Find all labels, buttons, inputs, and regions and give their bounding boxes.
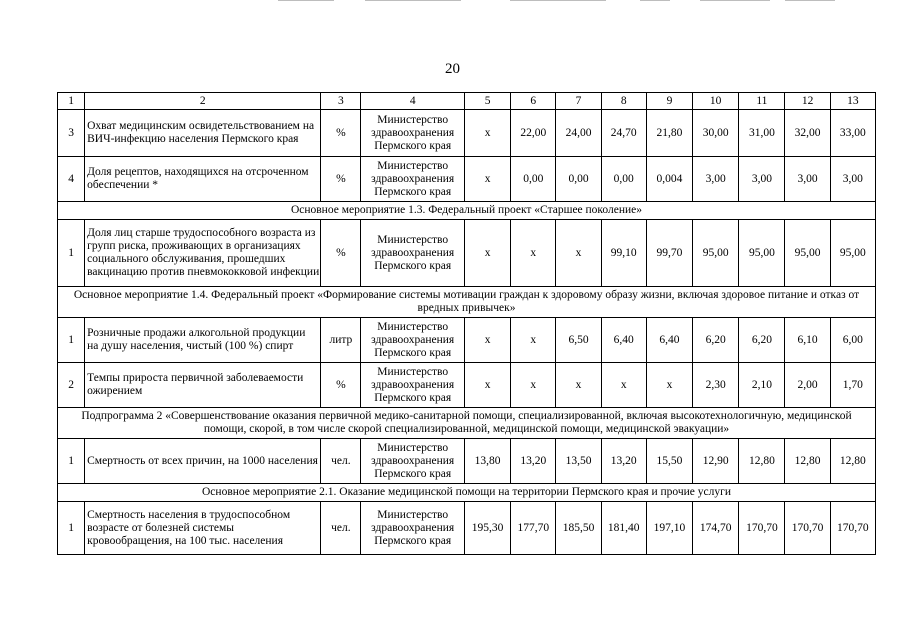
- column-number: 5: [464, 93, 510, 110]
- value-cell: 0,004: [646, 157, 692, 202]
- value-cell: x: [511, 318, 556, 363]
- value-cell: 6,10: [785, 318, 830, 363]
- unit: чел.: [321, 502, 361, 555]
- value-cell: 185,50: [556, 502, 601, 555]
- value-cell: 6,50: [556, 318, 601, 363]
- value-cell: x: [601, 363, 646, 408]
- unit: %: [321, 220, 361, 287]
- responsible-org: Министерство здравоохранения Пермского края: [361, 110, 465, 157]
- value-cell: 12,90: [693, 439, 739, 484]
- indicator-name: Темпы прироста первичной заболеваемости ожирением: [85, 363, 321, 408]
- value-cell: 12,80: [830, 439, 875, 484]
- value-cell: 6,00: [830, 318, 875, 363]
- value-cell: x: [464, 363, 510, 408]
- value-cell: 13,20: [601, 439, 646, 484]
- column-number: 8: [601, 93, 646, 110]
- value-cell: x: [556, 220, 601, 287]
- top-rule: [640, 0, 670, 1]
- column-number: 7: [556, 93, 601, 110]
- indicator-name: Охват медицинским освидетельствованием на ВИЧ-инфекцию населения Пермского края: [85, 110, 321, 157]
- value-cell: 2,10: [739, 363, 785, 408]
- value-cell: x: [464, 157, 510, 202]
- value-cell: 177,70: [511, 502, 556, 555]
- column-number: 2: [85, 93, 321, 110]
- value-cell: 174,70: [693, 502, 739, 555]
- value-cell: 32,00: [785, 110, 830, 157]
- value-cell: 6,20: [739, 318, 785, 363]
- section-row: [58, 287, 876, 318]
- section-row: [58, 202, 876, 220]
- top-rule: [700, 0, 770, 1]
- indicator-name: Доля рецептов, находящихся на отсроченном обеспечении *: [85, 157, 321, 202]
- indicator-name: Смертность от всех причин, на 1000 населения: [85, 439, 321, 484]
- table-row: [58, 439, 876, 484]
- value-cell: 13,80: [464, 439, 510, 484]
- column-number: 10: [693, 93, 739, 110]
- value-cell: 24,70: [601, 110, 646, 157]
- value-cell: 6,40: [601, 318, 646, 363]
- responsible-org: Министерство здравоохранения Пермского края: [361, 220, 465, 287]
- value-cell: 15,50: [646, 439, 692, 484]
- indicator-name: Смертность населения в трудоспособном возрасте от болезней системы кровообращения, на 100 тыс. населения: [85, 502, 321, 555]
- unit: %: [321, 363, 361, 408]
- unit: %: [321, 110, 361, 157]
- row-number: 2: [58, 363, 85, 408]
- value-cell: 33,00: [830, 110, 875, 157]
- column-number: 11: [739, 93, 785, 110]
- value-cell: 170,70: [739, 502, 785, 555]
- column-number-row: [58, 93, 876, 110]
- table-row: [58, 318, 876, 363]
- section-row: [58, 408, 876, 439]
- page-number: 20: [445, 61, 460, 77]
- table-row: [58, 502, 876, 555]
- row-number: 3: [58, 110, 85, 157]
- table-row: [58, 220, 876, 287]
- column-number: 6: [511, 93, 556, 110]
- value-cell: 13,20: [511, 439, 556, 484]
- value-cell: 6,40: [646, 318, 692, 363]
- value-cell: 0,00: [601, 157, 646, 202]
- value-cell: 12,80: [739, 439, 785, 484]
- value-cell: x: [464, 110, 510, 157]
- responsible-org: Министерство здравоохранения Пермского края: [361, 318, 465, 363]
- top-rule: [365, 0, 461, 1]
- value-cell: 95,00: [830, 220, 875, 287]
- column-number: 9: [646, 93, 692, 110]
- value-cell: x: [464, 318, 510, 363]
- value-cell: 3,00: [830, 157, 875, 202]
- unit: литр: [321, 318, 361, 363]
- value-cell: 95,00: [785, 220, 830, 287]
- value-cell: 0,00: [511, 157, 556, 202]
- row-number: 1: [58, 439, 85, 484]
- value-cell: 95,00: [693, 220, 739, 287]
- value-cell: 99,70: [646, 220, 692, 287]
- value-cell: 31,00: [739, 110, 785, 157]
- value-cell: x: [464, 220, 510, 287]
- value-cell: 2,00: [785, 363, 830, 408]
- value-cell: 13,50: [556, 439, 601, 484]
- indicator-name: Доля лиц старше трудоспособного возраста из групп риска, проживающих в организациях социального обслуживания, прошедших вакцинацию против пневмококковой инфекции: [85, 220, 321, 287]
- responsible-org: Министерство здравоохранения Пермского края: [361, 502, 465, 555]
- top-rule: [278, 0, 334, 1]
- responsible-org: Министерство здравоохранения Пермского края: [361, 157, 465, 202]
- value-cell: 21,80: [646, 110, 692, 157]
- value-cell: x: [556, 363, 601, 408]
- value-cell: 22,00: [511, 110, 556, 157]
- indicators-table: [57, 92, 876, 555]
- table-row: [58, 110, 876, 157]
- table-row: [58, 157, 876, 202]
- value-cell: 3,00: [693, 157, 739, 202]
- indicator-name: Розничные продажи алкогольной продукции на душу населения, чистый (100 %) спирт: [85, 318, 321, 363]
- value-cell: 95,00: [739, 220, 785, 287]
- value-cell: 0,00: [556, 157, 601, 202]
- row-number: 1: [58, 220, 85, 287]
- column-number: 4: [361, 93, 465, 110]
- value-cell: 170,70: [830, 502, 875, 555]
- value-cell: 6,20: [693, 318, 739, 363]
- value-cell: 181,40: [601, 502, 646, 555]
- responsible-org: Министерство здравоохранения Пермского края: [361, 439, 465, 484]
- unit: чел.: [321, 439, 361, 484]
- section-row: [58, 484, 876, 502]
- value-cell: 195,30: [464, 502, 510, 555]
- value-cell: x: [511, 363, 556, 408]
- top-rule: [785, 0, 835, 1]
- value-cell: x: [511, 220, 556, 287]
- value-cell: 99,10: [601, 220, 646, 287]
- value-cell: 12,80: [785, 439, 830, 484]
- value-cell: x: [646, 363, 692, 408]
- value-cell: 170,70: [785, 502, 830, 555]
- value-cell: 3,00: [785, 157, 830, 202]
- row-number: 1: [58, 318, 85, 363]
- responsible-org: Министерство здравоохранения Пермского края: [361, 363, 465, 408]
- column-number: 1: [58, 93, 85, 110]
- section-title: Основное мероприятие 1.3. Федеральный проект «Старшее поколение»: [58, 202, 876, 220]
- top-rule: [510, 0, 606, 1]
- column-number: 3: [321, 93, 361, 110]
- section-title: Подпрограмма 2 «Совершенствование оказания первичной медико-санитарной помощи, специализированной, включая высокотехнологичную, медицинской помощи, скорой, в том числе скорой специализированной, медицинской помощи, медицинской эвакуации»: [58, 408, 876, 439]
- row-number: 4: [58, 157, 85, 202]
- value-cell: 1,70: [830, 363, 875, 408]
- section-title: Основное мероприятие 2.1. Оказание медицинской помощи на территории Пермского края и прочие услуги: [58, 484, 876, 502]
- unit: %: [321, 157, 361, 202]
- value-cell: 24,00: [556, 110, 601, 157]
- value-cell: 30,00: [693, 110, 739, 157]
- section-title: Основное мероприятие 1.4. Федеральный проект «Формирование системы мотивации граждан к здоровому образу жизни, включая здоровое питание и отказ от вредных привычек»: [58, 287, 876, 318]
- table-row: [58, 363, 876, 408]
- column-number: 13: [830, 93, 875, 110]
- row-number: 1: [58, 502, 85, 555]
- value-cell: 3,00: [739, 157, 785, 202]
- value-cell: 2,30: [693, 363, 739, 408]
- value-cell: 197,10: [646, 502, 692, 555]
- column-number: 12: [785, 93, 830, 110]
